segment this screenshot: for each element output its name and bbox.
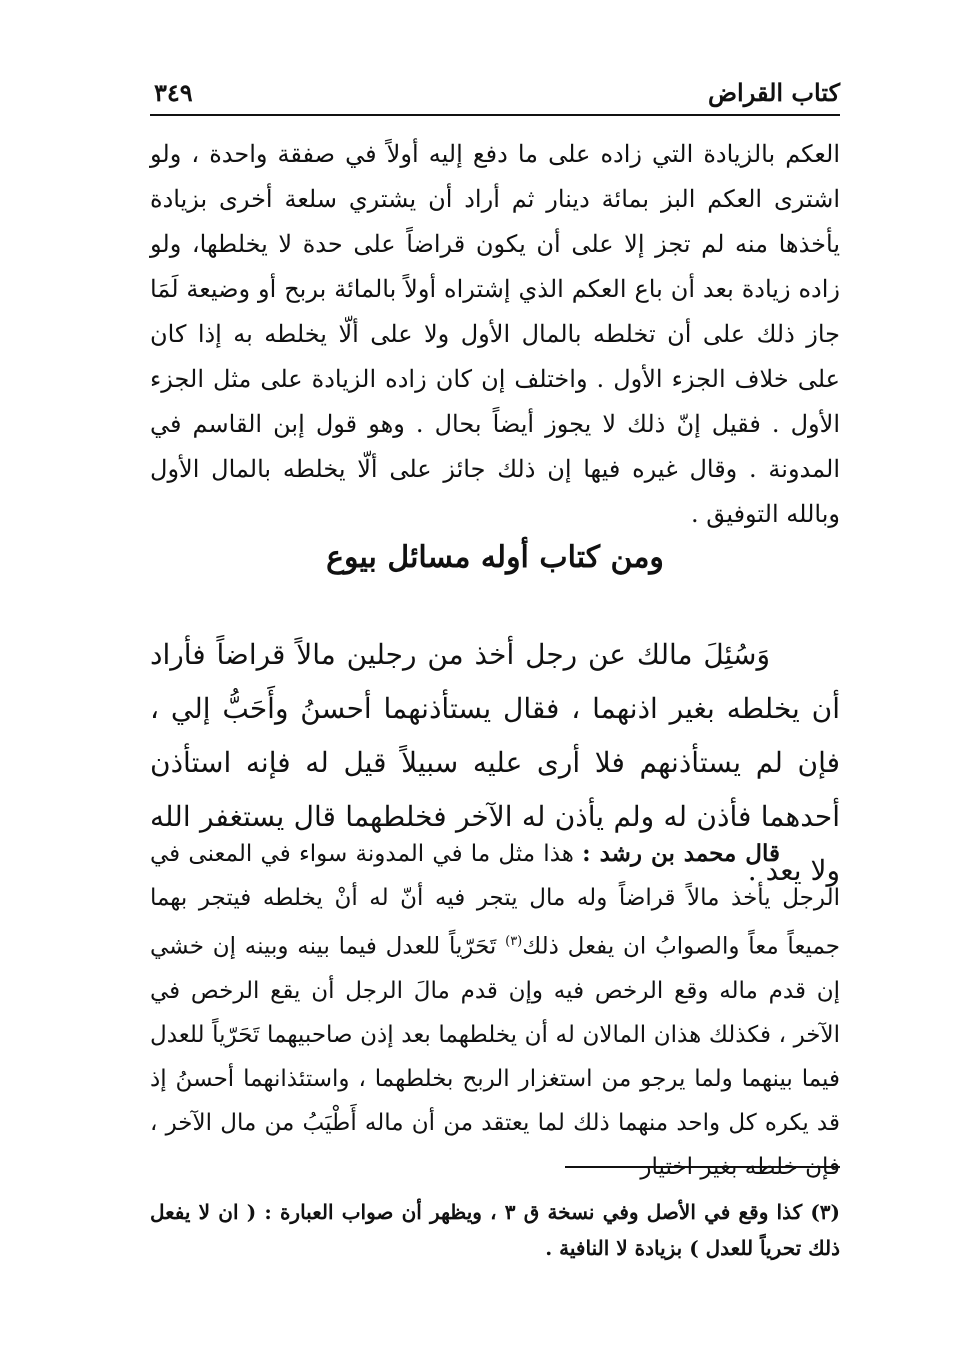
paragraph-continuation: العكم بالزيادة التي زاده على ما دفع إليه أولاً في صفقة واحدة ، ولو اشترى العكم البز بمائة دينار ثم أراد أن يشتري سلعة أخرى بزيادة يأخذها منه لم تجز إلا على أن يكون قراضاً على حدة لا يخلطها، ولو زاده زيادة بعد أن باع العكم الذي إشتراه أولاً بالمائة بربح أو وضيعة لَمَا جاز ذلك على أن تخلطه بالمال الأول ولا على ألّا يخلطه به إذا كان على خلاف الجزء الأول . واختلف إن كان زاده الزيادة على مثل الجزء الأول . فقيل إنّ ذلك لا يجوز أيضاً بحال . وهو قول إبن القاسم في المدونة . وقال غيره فيها إن ذلك جائز على ألّا يخلطه بالمال الأول وبالله التوفيق .: [150, 140, 840, 528]
footnote-reference: (٣): [505, 934, 523, 949]
page-number: ٣٤٩: [154, 78, 193, 107]
footnote-divider: [565, 1166, 840, 1168]
commentary-paragraph: [150, 832, 840, 1189]
section-heading: ومن كتاب أوله مسائل بيوع: [326, 540, 664, 575]
commentary-text-part-2: تَحَرّياً للعدل فيما بينه وبينه إن خشي إن قدم ماله وقع الرخص فيه وإن قدم مالَ الرجل أن يقع الرخص في الآخر ، فكذلك هذان المالان له أن يخلطهما بعد إذن صاحبيهما تَحَرّياً للعدل فيما بينهما ولما يرجو من استغزار الربح بخلطهما ، واستئذانهما أحسنُ إذ قد يكره كل واحد منهما ذلك لما يعتقد من أن ماله أَطْيَبُ من مال الآخر ، فإن خلطه بغير اختيار: [150, 933, 840, 1180]
footnote: (٣) كذا وقع في الأصل وفي نسخة ق ٣ ، ويظهر أن صواب العبارة : ( ان لا يفعل ذلك تحرياً للعدل ) بزيادة لا النافية .: [150, 1200, 841, 1260]
question-paragraph: وَسُئِلَ مالك عن رجل أخذ من رجلين مالاً قراضاً فأراد أن يخلطه بغير اذنهما ، فقال يستأذنهما أحسنُ وأَحَبُّ إلي ، فإن لم يستأذنهم فلا أرى عليه سبيلاً قيل له فإنه استأذن أحدهما فأذن له ولم يأذن له الآخر فخلطهما قال يستغفر الله ولا يعد .: [150, 638, 840, 887]
running-title: كتاب القراض: [708, 78, 840, 107]
commentary-text-part-1: هذا مثل ما في المدونة سواء في المعنى في الرجل يأخذ مالاً قراضاً وله مال يتجر فيه أنّ له أنْ يخلطه فيتجر بهما جميعاً معاً والصوابُ ان يفعل ذلك: [150, 841, 840, 960]
commentary-speaker: قال محمد بن رشد :: [582, 840, 780, 867]
page-header: [150, 72, 840, 116]
